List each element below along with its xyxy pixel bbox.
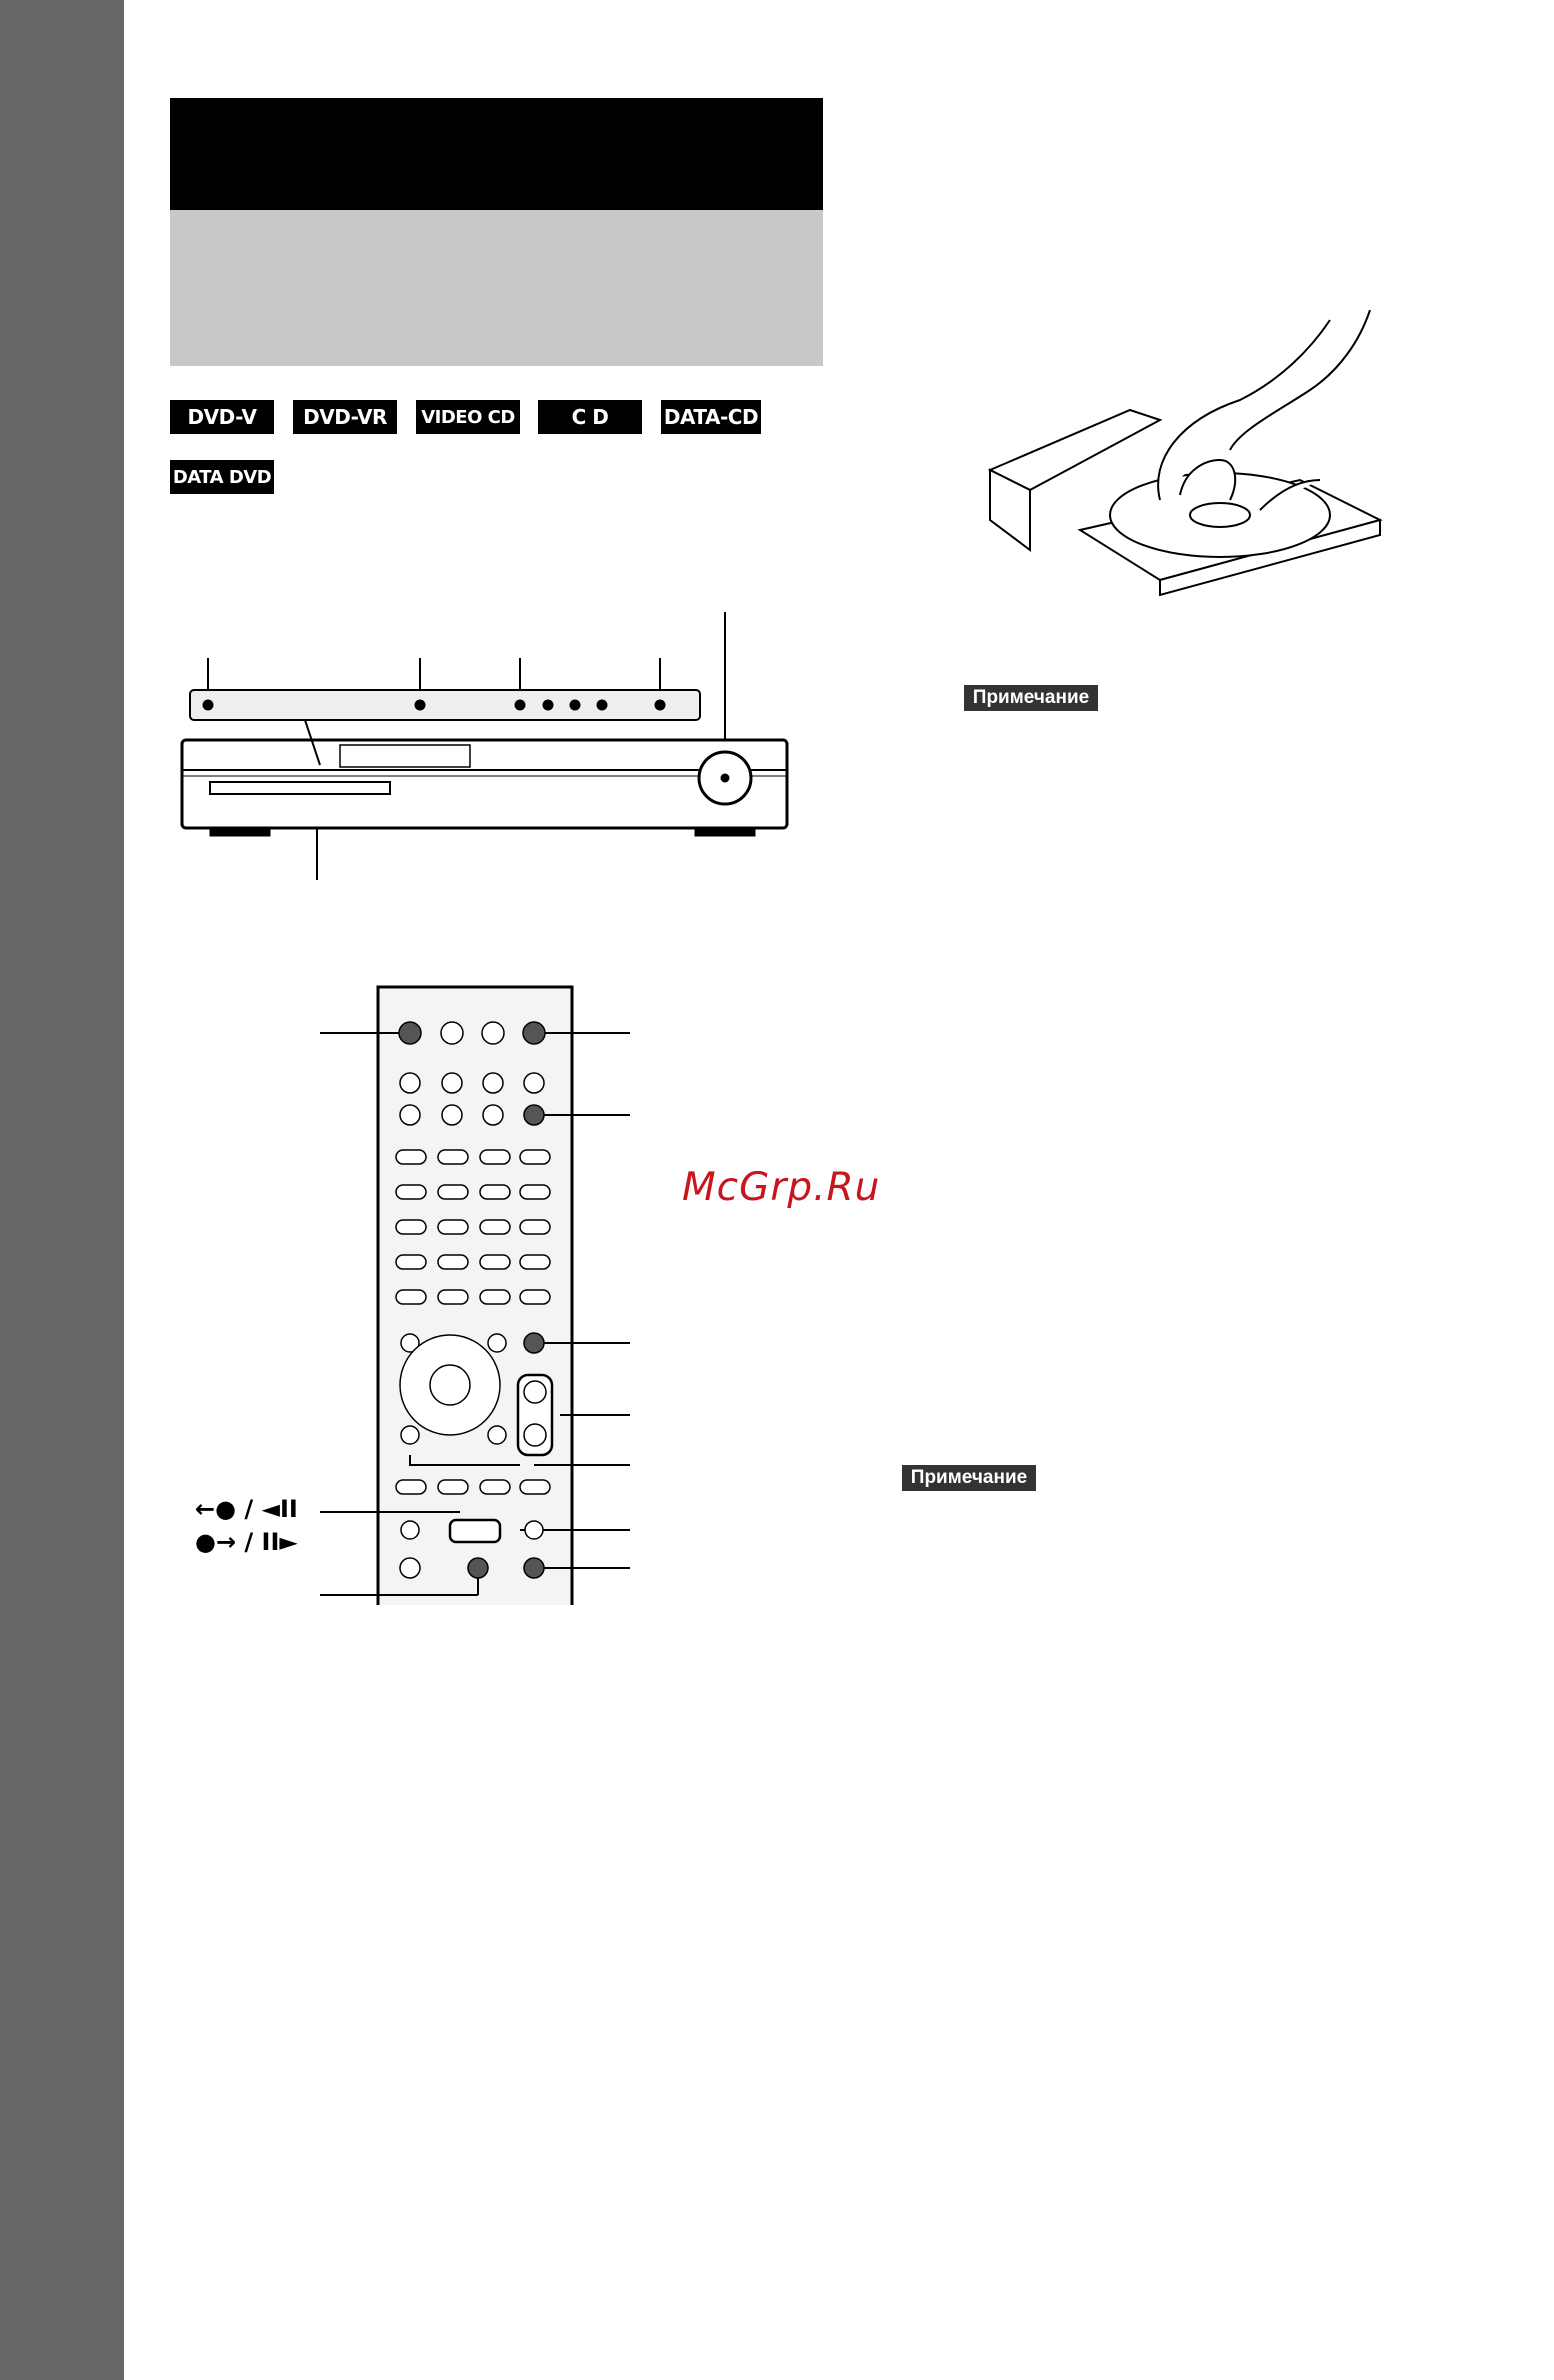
disc-insert-illustration xyxy=(980,310,1420,640)
badge-data-dvd: DATA DVD xyxy=(170,460,274,494)
remote-control-illustration xyxy=(310,975,640,1615)
note-badge-top: Примечание xyxy=(964,685,1098,711)
title-gray-band xyxy=(170,210,823,366)
badge-video-cd: VIDEO CD xyxy=(416,400,520,434)
section-title-block xyxy=(170,98,823,366)
player-front-panel-illustration xyxy=(170,600,810,890)
badge-data-cd: DATA-CD xyxy=(661,400,761,434)
watermark-text: McGrp.Ru xyxy=(682,1165,881,1210)
badge-dvd-v: DVD-V xyxy=(170,400,274,434)
next-step-label: ●→ / II► xyxy=(195,1528,298,1556)
badge-cd: C D xyxy=(538,400,642,434)
title-black-band xyxy=(170,98,823,210)
side-tab-bar xyxy=(0,0,124,2380)
badge-dvd-vr: DVD-VR xyxy=(293,400,397,434)
note-badge-bottom: Примечание xyxy=(902,1465,1036,1491)
prev-step-label: ←● / ◄II xyxy=(195,1495,298,1523)
